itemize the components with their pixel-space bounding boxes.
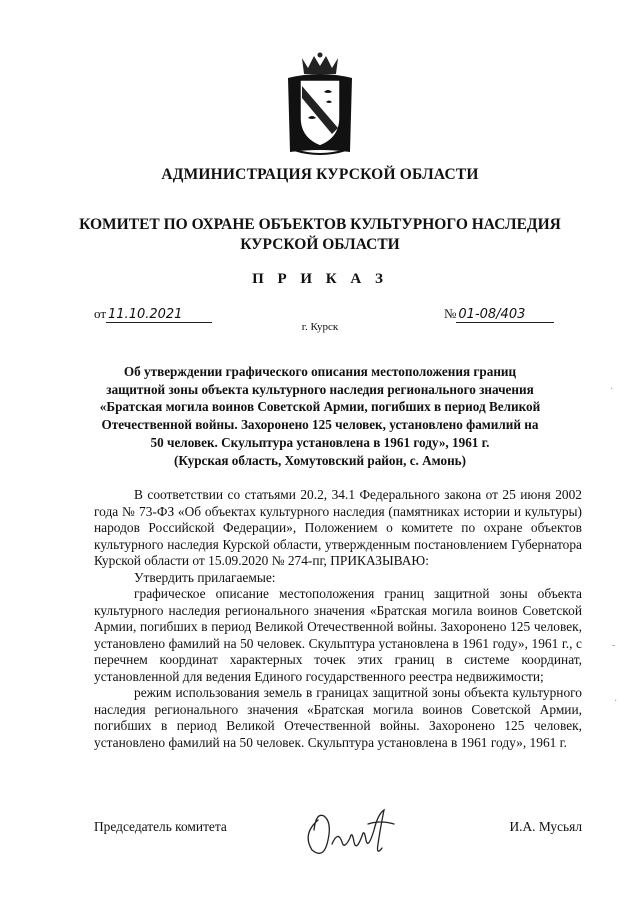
body-paragraph: Утвердить прилагаемые:: [134, 569, 276, 585]
order-title: [96, 363, 544, 469]
order-body: [94, 487, 582, 751]
committee-heading: [0, 215, 640, 255]
number-value: 01-08/403: [456, 307, 554, 323]
body-paragraph: графическое описание местоположения границ защитной зоны объекта культурного наследия регионального значения «Братская могила воинов Советской Армии, погибших в период Великой Отечественной войны. Захоронено 125 человек, установлено фамилий на 50 человек. Скульптура установлена в 1961 году», 1961 г., с перечнем координат характерных точек этих границ в системе координат, установленной для ведения Единого государственного реестра недвижимости;: [94, 586, 582, 684]
document-type: П Р И К А З: [252, 271, 388, 287]
body-paragraph: В соответствии со статьями 20.2, 34.1 Федерального закона от 25 июня 2002 года № 73-ФЗ «Об объектах культурного наследия (памятниках истории и культуры) народов Российской Федерации», Положением о комитете по охране объектов культурного наследия Курской области, утвержденным постановлением Губернатора Курской области от 15.09.2020 № 274-пг, ПРИКАЗЫВАЮ:: [94, 487, 582, 568]
signatory-name: И.А. Мусьял: [509, 819, 582, 834]
title-line: 50 человек. Скульптура установлена в 1961 году», 1961 г.: [150, 434, 490, 450]
title-line: защитной зоны объекта культурного наследия регионального значения: [106, 381, 534, 397]
administration-heading: АДМИНИСТРАЦИЯ КУРСКОЙ ОБЛАСТИ: [161, 166, 479, 183]
margin-mark: ·: [614, 696, 618, 707]
body-paragraph: режим использования земель в границах защитной зоны объекта культурного наследия регионального значения «Братская могила воинов Советской Армии, погибших в период Великой Отечественной войны. Захоронено 125 человек, установлено фамилий на 50 человек. Скульптура установлена в 1961 году», 1961 г.: [94, 685, 582, 750]
title-line: Об утверждении графического описания местоположения границ: [123, 364, 517, 379]
committee-heading-line: КОМИТЕТ ПО ОХРАНЕ ОБЪЕКТОВ КУЛЬТУРНОГО НАСЛЕДИЯ: [79, 216, 561, 233]
margin-mark: -: [612, 640, 616, 651]
date-prefix: от: [94, 306, 107, 321]
signatory-position: Председатель комитета: [94, 819, 227, 834]
title-line: Отечественной войны. Захоронено 125 человек, установлено фамилий на: [101, 417, 539, 433]
signature-icon: [298, 800, 408, 862]
committee-heading-line: КУРСКОЙ ОБЛАСТИ: [240, 236, 400, 253]
city: г. Курск: [301, 321, 339, 333]
date-value: 11.10.2021: [106, 307, 212, 323]
title-line: (Курская область, Хомутовский район, с. Амонь): [173, 452, 467, 468]
number-prefix: №: [444, 306, 457, 321]
coat-of-arms-icon: [284, 52, 356, 158]
title-line: «Братская могила воинов Советской Армии, погибших в период Великой: [99, 399, 541, 415]
margin-mark: ·: [610, 384, 614, 395]
